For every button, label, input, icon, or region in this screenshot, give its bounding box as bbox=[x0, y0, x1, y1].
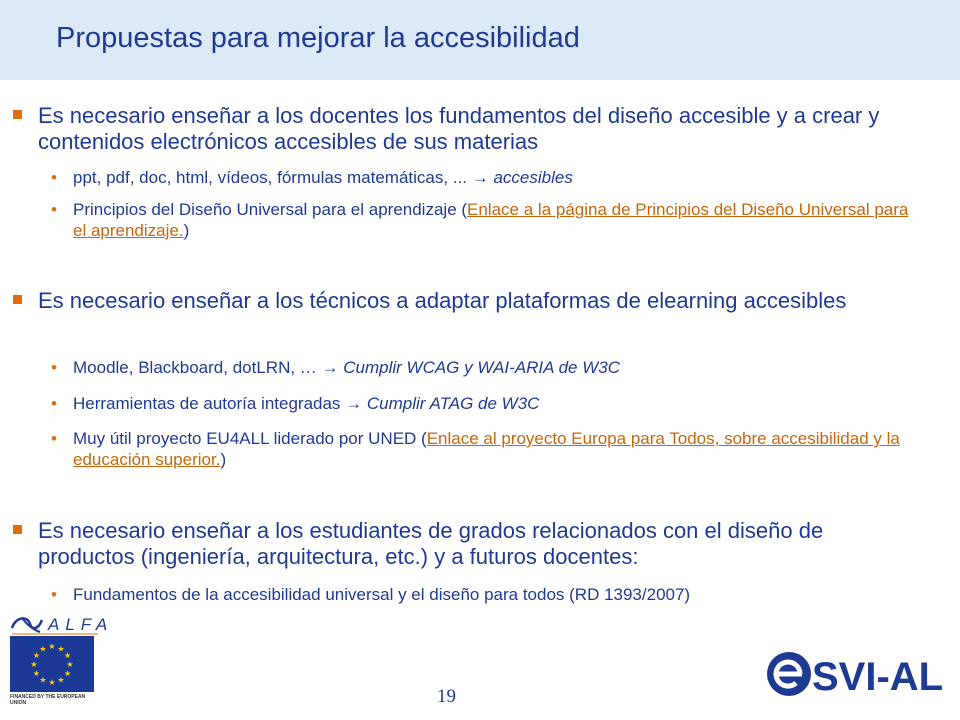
sub-bullet-text: Fundamentos de la accesibilidad universal y el diseño para todos (RD 1393/2007) bbox=[73, 585, 691, 604]
alfa-logo-text: ALFA bbox=[48, 615, 114, 634]
sub-bullet-text: ppt, pdf, doc, html, vídeos, fórmulas matemáticas, ... bbox=[73, 168, 472, 187]
bullet-text: Es necesario enseñar a los estudiantes de grados relacionados con el diseño de productos (ingeniería, arquitectura, etc.) y a futuros docentes: bbox=[38, 518, 824, 569]
arrow-icon: → bbox=[345, 394, 363, 413]
svg-text:★: ★ bbox=[32, 669, 40, 678]
sub-bullet-item bbox=[51, 393, 923, 414]
svg-text:★: ★ bbox=[39, 675, 47, 685]
svg-text:★: ★ bbox=[64, 651, 72, 660]
dot-bullet-icon: • bbox=[51, 585, 57, 604]
link-proyecto-europa-para-todos[interactable]: Enlace al proyecto Europa para Todos, sobre accesibilidad y la educación superior. bbox=[73, 429, 900, 469]
square-bullet-icon bbox=[13, 525, 22, 534]
bullet-item-2 bbox=[38, 288, 918, 314]
emphasis-text: Cumplir ATAG de W3C bbox=[362, 394, 540, 413]
dot-bullet-icon: • bbox=[51, 429, 57, 448]
svg-text:★: ★ bbox=[66, 660, 74, 669]
bullet-text: Es necesario enseñar a los docentes los fundamentos del diseño accesible y a crear y contenidos electrónicos accesibles de sus materias bbox=[38, 103, 880, 154]
emphasis-text: accesibles bbox=[488, 168, 573, 187]
svg-text:★: ★ bbox=[48, 642, 56, 651]
bullet-text: Es necesario enseñar a los técnicos a adaptar plataformas de elearning accesibles bbox=[38, 288, 847, 313]
bullet-item-3 bbox=[38, 518, 918, 570]
sub-bullet-text: Principios del Diseño Universal para el aprendizaje ( bbox=[73, 200, 468, 219]
sub-bullet-item bbox=[51, 428, 923, 470]
svg-text:★: ★ bbox=[48, 678, 56, 687]
svg-text:★: ★ bbox=[32, 651, 40, 660]
emphasis-text: Cumplir WCAG y WAI-ARIA de W3C bbox=[338, 358, 620, 377]
sub-bullet-text: Herramientas de autoría integradas bbox=[73, 394, 346, 413]
sub-bullet-text-end: ) bbox=[220, 450, 227, 469]
arrow-icon: → bbox=[321, 358, 339, 377]
dot-bullet-icon: • bbox=[51, 200, 57, 219]
sub-bullet-text-end: ) bbox=[183, 221, 190, 240]
sub-bullet-item bbox=[51, 584, 923, 605]
svi-al-logo-text: SVI-AL bbox=[812, 655, 944, 699]
page-number: 19 bbox=[437, 686, 456, 707]
sub-bullet-item bbox=[51, 357, 923, 378]
svi-al-logo bbox=[762, 646, 952, 702]
sub-bullet-item bbox=[51, 167, 923, 188]
square-bullet-icon bbox=[13, 110, 22, 119]
svg-text:★: ★ bbox=[57, 644, 65, 654]
svg-text:★: ★ bbox=[64, 669, 72, 678]
sub-bullet-item bbox=[51, 199, 923, 241]
square-bullet-icon bbox=[13, 295, 22, 304]
slide-title: Propuestas para mejorar la accesibilidad bbox=[56, 22, 580, 54]
svg-text:★: ★ bbox=[57, 675, 65, 685]
bullet-item-1 bbox=[38, 103, 918, 155]
eu-caption: FINANCED BY THE EUROPEAN UNION bbox=[10, 694, 86, 706]
dot-bullet-icon: • bbox=[51, 358, 57, 377]
svg-text:★: ★ bbox=[30, 660, 38, 669]
sub-bullet-text: Muy útil proyecto EU4ALL liderado por UNED ( bbox=[73, 429, 427, 448]
sub-bullet-text: Moodle, Blackboard, dotLRN, … bbox=[73, 358, 322, 377]
dot-bullet-icon: • bbox=[51, 394, 57, 413]
alfa-logo bbox=[8, 610, 114, 636]
arrow-icon: → bbox=[471, 168, 489, 187]
dot-bullet-icon: • bbox=[51, 168, 57, 187]
svg-text:★: ★ bbox=[39, 644, 47, 654]
link-principios-diseno-universal[interactable]: Enlace a la página de Principios del Diseño Universal para el aprendizaje. bbox=[73, 200, 909, 240]
eu-flag-icon bbox=[10, 636, 94, 692]
